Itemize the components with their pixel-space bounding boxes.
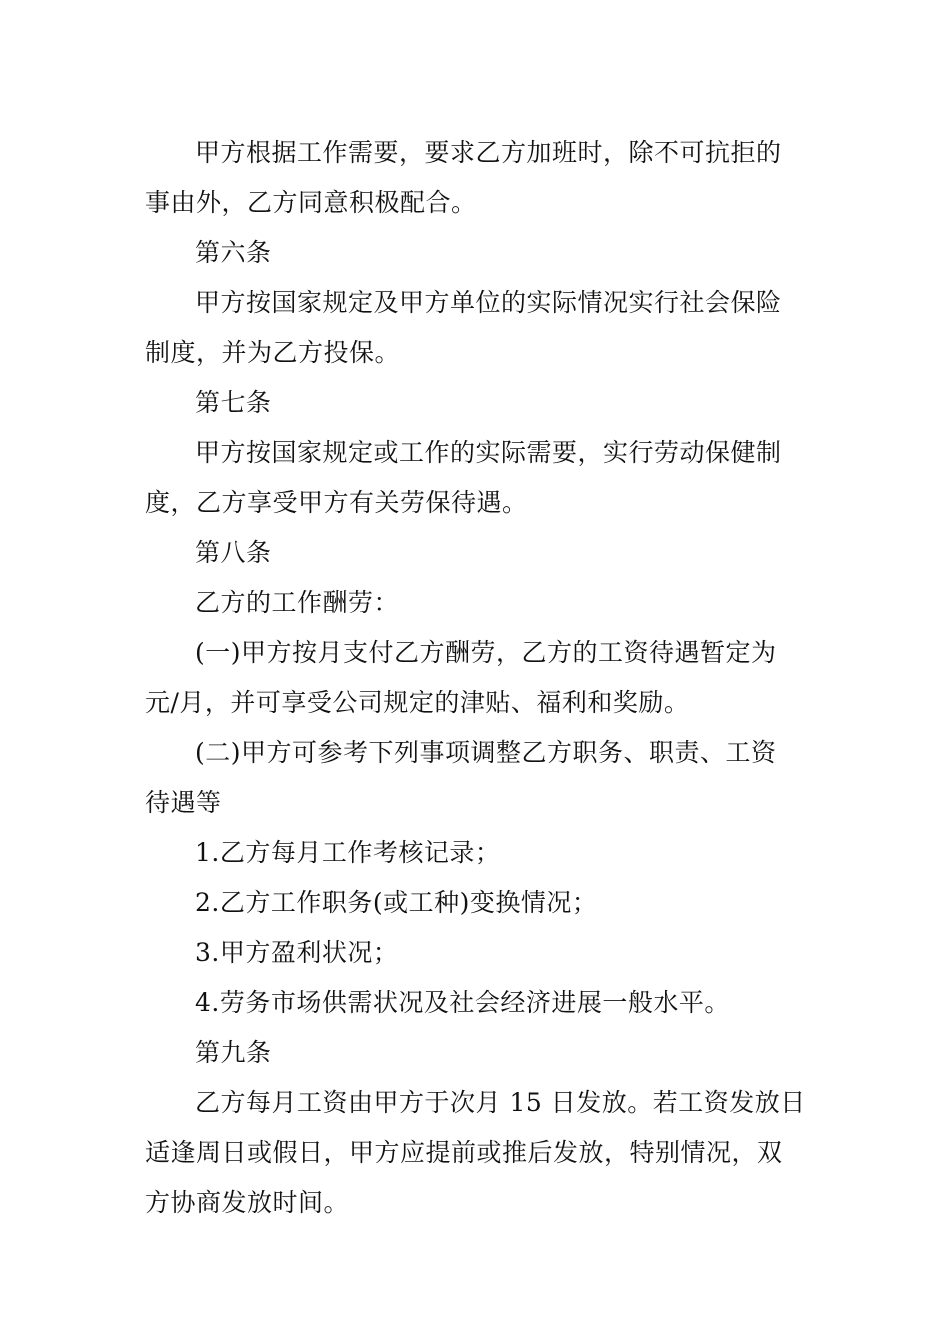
text-line: 2.乙方工作职务(或工种)变换情况； [195,888,598,917]
text-line: 事由外，乙方同意积极配合。 [145,188,477,217]
text-line: 乙方每月工资由甲方于次月 15 日发放。若工资发放日 [195,1088,806,1117]
text-line: 制度，并为乙方投保。 [145,338,401,367]
list-item-4 [145,978,807,1028]
paragraph-remuneration-intro [145,578,807,628]
text-line: 1.乙方每月工作考核记录； [195,838,501,867]
article-heading-7 [145,378,807,428]
paragraph-monthly-pay [145,628,807,728]
text-line: 待遇等 [145,788,222,817]
article-heading-9 [145,1028,807,1078]
article-heading-8 [145,528,807,578]
text-line: (二)甲方可参考下列事项调整乙方职务、职责、工资 [195,738,777,767]
paragraph-overtime [145,128,807,228]
article-heading-6 [145,228,807,278]
text-line: 第七条 [195,388,272,417]
paragraph-adjustment [145,728,807,828]
text-line: 度，乙方享受甲方有关劳保待遇。 [145,488,528,517]
list-item-3 [145,928,807,978]
text-line: 甲方按国家规定或工作的实际需要，实行劳动保健制 [195,438,782,467]
text-line: 元/月，并可享受公司规定的津贴、福利和奖励。 [145,688,690,717]
text-line: 甲方根据工作需要，要求乙方加班时，除不可抗拒的 [195,138,782,167]
text-line: 乙方的工作酬劳： [195,588,400,617]
document-body [145,128,807,1228]
text-line: 第八条 [195,538,272,567]
list-item-1 [145,828,807,878]
paragraph-labor-protection [145,428,807,528]
text-line: (一)甲方按月支付乙方酬劳，乙方的工资待遇暂定为 [195,638,777,667]
list-item-2 [145,878,807,928]
text-line: 适逢周日或假日，甲方应提前或推后发放，特别情况，双 [145,1138,783,1167]
text-line: 第六条 [195,238,272,267]
paragraph-social-insurance [145,278,807,378]
paragraph-pay-date [145,1078,807,1228]
text-line: 3.甲方盈利状况； [195,938,399,967]
text-line: 4.劳务市场供需状况及社会经济进展一般水平。 [195,988,730,1017]
text-line: 甲方按国家规定及甲方单位的实际情况实行社会保险 [195,288,782,317]
text-line: 方协商发放时间。 [145,1188,350,1217]
text-line: 第九条 [195,1038,272,1067]
